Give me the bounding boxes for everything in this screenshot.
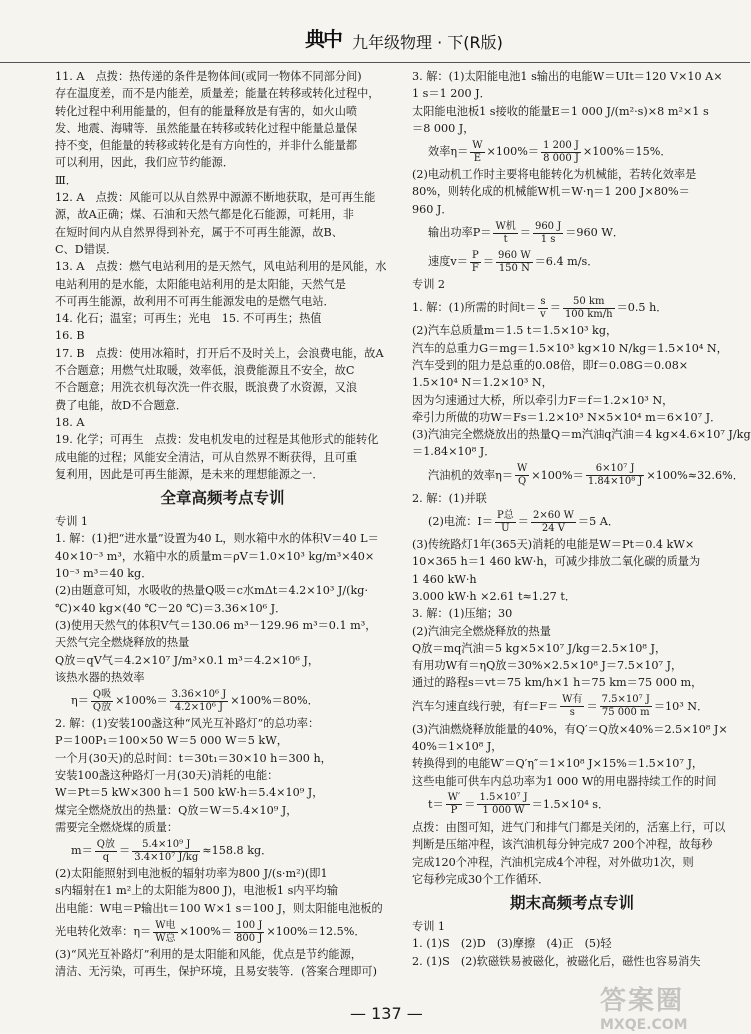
text-line: 存在温度差，而不是内能差，质量差；能量在转移或转化过程中， — [55, 87, 380, 101]
fraction-numerator: P总 — [497, 509, 514, 521]
text-line: (3)汽油燃烧释放能量的40%，有Q′＝Q放×40%＝2.5×10⁸ J× — [412, 722, 728, 736]
formula-r3-time — [412, 790, 732, 819]
text-line: 10⁻³ m³＝40 kg． — [55, 567, 153, 581]
fraction-denominator: 75 000 m — [601, 707, 650, 719]
text-line: s内辐射在1 m²上的太阳能为800 J)，电池板1 s内平均输 — [55, 884, 339, 898]
formula-q3-speed — [412, 247, 732, 276]
text-line: ＝8 000 J， — [412, 121, 475, 135]
text-line: (3)传统路灯1年(365天)消耗的电能是W＝Pt＝0.4 kW× — [412, 538, 695, 552]
fraction-symbolic — [538, 296, 548, 321]
fraction-numeric — [533, 221, 563, 246]
text-line: 不可再生能源，故利用不可再生能源发电的是燃气电站． — [55, 294, 335, 308]
text-line: 太阳能电池板1 s接收的能量E＝1 000 J/(m²·s)×8 m²×1 s — [412, 104, 709, 118]
text-line: 12. A 点拨：风能可以从自然界中源源不断地获取，是可再生能 — [55, 191, 376, 205]
text-line: (2)汽油完全燃烧释放的热量 — [412, 624, 551, 638]
text-line: 复利用，因此是可再生能源，是未来的理想能源之一． — [55, 467, 324, 481]
fraction-denominator: t — [503, 233, 508, 245]
watermark-logo — [600, 980, 740, 1033]
text-line: 1. (1)S (2)D (3)摩擦 (4)正 (5)轻 — [412, 937, 612, 951]
text-line: 转化过程中利用能量的，但有的能量释放是有害的，如火山喷 — [55, 104, 358, 118]
left-column — [55, 68, 390, 981]
formula-mid: ＝ — [464, 797, 476, 811]
text-line: 19. 化学；可再生 点拨：发电机发电的过程是其他形式的能转化 — [55, 433, 379, 447]
formula-q2-efficiency — [55, 917, 390, 946]
text-line: 有用功W有＝ηQ放＝30%×2.5×10⁸ J＝7.5×10⁷ J， — [412, 659, 683, 673]
formula-rhs: ×100%＝12.5%． — [266, 925, 366, 939]
text-line: 1.5×10⁴ N＝1.2×10³ N， — [412, 376, 553, 390]
formula-mid: ＝ — [517, 515, 529, 529]
question-2-block-c — [55, 946, 390, 981]
fraction-numeric — [234, 920, 264, 945]
fraction-numeric — [600, 694, 652, 719]
fraction-denominator: 1 000 W — [482, 805, 525, 817]
formula-rhs: ＝1.5×10⁴ s． — [531, 797, 610, 811]
text-line: 18. A — [55, 415, 85, 429]
fraction-numerator: 960 J — [534, 220, 562, 232]
r3-block-c — [412, 819, 732, 888]
fraction-numerator: 2×60 W — [532, 509, 574, 521]
text-line: 点拨：由图可知，进气门和排气门都是关闭的，活塞上行，可以 — [412, 820, 726, 834]
fraction-denominator: 4.2×10⁶ J — [174, 701, 224, 713]
text-line: 40%＝1×10⁸ J， — [412, 740, 503, 754]
text-line: 判断是压缩冲程，该汽油机每分钟完成7 200个冲程，故每秒 — [412, 838, 713, 852]
text-line: 1 s＝1 200 J． — [412, 87, 491, 101]
text-line: 不合题意；用洗衣机每次洗一件衣服，既浪费了水资源，又浪 — [55, 381, 358, 395]
fraction-numerator: 50 km — [563, 296, 615, 309]
text-line: (2)汽车总质量m＝1.5 t＝1.5×10³ kg， — [412, 324, 618, 338]
text-line: 发、地震、海啸等．虽然能量在转移或转化过程中能量总量保 — [55, 121, 358, 135]
text-line: C、D错误． — [55, 242, 118, 256]
formula-lhs: 光电转化效率：η＝ — [55, 925, 152, 939]
fraction-numerator: W — [517, 463, 528, 475]
formula-rhs: ×100%＝80%． — [230, 694, 319, 708]
fraction-denominator: 8 000 J — [543, 152, 579, 164]
formula-rhs: ＝5 A． — [577, 515, 620, 529]
text-line: 10×365 h＝1 460 kW·h，可减少排放二氧化碳的质量为 — [412, 555, 701, 569]
fraction-numerator: 5.4×10⁹ J — [132, 839, 200, 852]
text-line: (2)由题意可知，水吸收的热量Q吸＝c水mΔt＝4.2×10³ J/(kg· — [55, 584, 369, 598]
text-line: 17. B 点拨：使用冰箱时，打开后不及时关上，会浪费电能，故A — [55, 346, 384, 360]
text-line: P＝100P₁＝100×50 W＝5 000 W＝5 kW， — [55, 734, 288, 748]
text-line: 13. A 点拨：燃气电站利用的是天然气，风电站利用的是风能，水 — [55, 260, 387, 274]
fraction-denominator: 100 km/h — [564, 308, 613, 320]
formula-rhs: ＝960 W． — [565, 226, 625, 240]
fraction-numerator: W — [472, 139, 483, 151]
r2-head: 2. 解：(1)并联 — [412, 491, 487, 505]
text-line: (3)汽油完全燃烧放出的热量Q＝m汽油q汽油＝4 kg×4.6×10⁷ J/kg — [412, 428, 751, 442]
final-answers-block — [412, 935, 732, 970]
subsection-label-2: 专训 2 — [412, 278, 446, 292]
text-line: (2)太阳能照射到电池板的辐射功率为800 J/(s·m²)(即1 — [55, 867, 328, 881]
formula-lhs: η＝ — [71, 694, 89, 708]
fraction-numerator: Q放 — [96, 838, 115, 850]
formula-lhs: (2)电流：I＝ — [428, 515, 494, 529]
formula-mid: ×100%＝ — [486, 145, 540, 159]
formula-mid: ＝ — [119, 844, 131, 858]
formula-lhs: 汽油机的效率η＝ — [428, 468, 514, 482]
formula-lhs: 速度v＝ — [428, 255, 468, 269]
text-line: 14. 化石；温室；可再生；光电 15. 不可再生；热值 — [55, 312, 322, 326]
fraction-denominator: P — [450, 805, 458, 817]
section-title-final: 期末高频考点专训 — [509, 894, 634, 913]
subsection-label: 专训 1 — [55, 515, 89, 529]
formula-mid: ＝ — [519, 226, 531, 240]
formula-lhs: t＝ — [428, 797, 444, 811]
fraction-symbolic — [153, 920, 177, 945]
r1-block — [412, 322, 751, 460]
text-line: Ⅲ． — [55, 173, 77, 187]
fraction-numeric — [477, 792, 529, 817]
text-line: 煤完全燃烧放出的热量：Q放＝W＝5.4×10⁹ J， — [55, 803, 298, 817]
section-title-chapter: 全章高频考点专训 — [160, 489, 285, 508]
fraction-numerator: W有 — [562, 694, 583, 706]
question-2-block-b — [55, 865, 390, 917]
text-line: 转换得到的电能W′＝Q′η″＝1×10⁸ J×15%＝1.5×10⁷ J， — [412, 757, 704, 771]
fraction-denominator: F — [471, 262, 479, 274]
formula-lhs: 汽车匀速直线行驶，有f＝F＝ — [412, 699, 559, 713]
fraction-numerator: W电 — [155, 919, 176, 931]
fraction-numeric — [496, 250, 533, 275]
text-line: 3. 解：(1)压缩；30 — [412, 607, 513, 621]
formula-r1-time — [412, 293, 732, 322]
text-line: 汽车的总重力G＝mg＝1.5×10³ kg×10 N/kg＝1.5×10⁴ N， — [412, 341, 728, 355]
formula-mid: ×100%＝ — [115, 694, 168, 708]
formula-r3-force — [412, 692, 732, 721]
question-3-block — [412, 68, 732, 137]
text-line: 3.000 kW·h ×2.61 t≈1.27 t． — [412, 589, 577, 603]
fraction-symbolic — [91, 689, 113, 714]
formula-mid: ×100%＝ — [531, 468, 584, 482]
fraction-numeric — [170, 689, 229, 714]
formula-q2-mass — [55, 836, 390, 865]
text-line: 完成120个冲程，汽油机完成4个冲程，对外做功1次，则 — [412, 855, 694, 869]
text-line: 2. (1)S (2)软磁铁易被磁化，被磁化后，磁性也容易消失 — [412, 954, 701, 968]
fraction-numeric — [586, 463, 645, 488]
text-line: 因为匀速通过大桥，所以牵引力F＝f＝1.2×10³ N， — [412, 393, 674, 407]
text-line: (3)使用天然气的体积V气＝130.06 m³－129.96 m³＝0.1 m³， — [55, 618, 377, 632]
formula-r2-current — [412, 507, 732, 536]
text-line: 80%，则转化成的机械能W机＝W·η＝1 200 J×80%＝ — [412, 185, 690, 199]
text-line: 这些电能可供车内总功率为1 000 W的用电器持续工作的时间 — [412, 774, 717, 788]
fraction-denominator: q — [102, 851, 110, 863]
text-line: 11. A 点拨：热传递的条件是物体间(或同一物体不同部分间) — [55, 70, 362, 83]
fraction-denominator: W总 — [155, 932, 176, 944]
formula-q3-power — [412, 218, 732, 247]
formula-rhs: ×100%＝15%． — [582, 145, 672, 159]
text-line: 3. 解：(1)太阳能电池1 s输出的电能W＝UIt＝120 V×10 A× — [412, 70, 723, 83]
text-line: 不合题意；用燃气灶取暖，效率低，浪费能源且不安全，故C — [55, 364, 355, 378]
fraction-denominator: v — [540, 308, 546, 320]
text-line: 需要完全燃烧煤的质量： — [55, 820, 179, 834]
text-line: 2. 解：(1)安装100盏这种“风光互补路灯”的总功率： — [55, 717, 320, 731]
text-line: ℃)×40 kg×(40 ℃－20 ℃)＝3.36×10⁶ J． — [55, 601, 287, 615]
formula-q1-efficiency — [55, 686, 390, 715]
fraction-numerator: 7.5×10⁷ J — [601, 694, 650, 706]
fraction-symbolic — [560, 694, 584, 719]
formula-mid: ＝ — [482, 255, 495, 269]
fraction-symbolic — [515, 463, 529, 488]
watermark-url: MXQE.COM — [600, 1017, 688, 1033]
fraction-denominator: s — [569, 707, 575, 719]
left-answer-block — [55, 68, 390, 483]
watermark-text: 答案圈 — [600, 986, 685, 1016]
formula-q3-efficiency — [412, 137, 732, 166]
fraction-numerator: 1 200 J — [543, 139, 579, 151]
book-title: 九年级物理 · 下(R版) — [352, 33, 503, 52]
fraction-symbolic — [446, 792, 463, 817]
text-line: W＝Pt＝5 kW×300 h＝1 500 kW·h＝5.4×10⁹ J， — [55, 786, 324, 800]
fraction-denominator: Q — [518, 476, 527, 488]
fraction-denominator: Q放 — [92, 701, 112, 713]
fraction-symbolic — [495, 510, 516, 535]
fraction-numeric — [531, 510, 576, 535]
text-line: 天然气完全燃烧释放的热量 — [55, 636, 190, 650]
text-line: 它每秒完成30个工作循环． — [412, 872, 550, 886]
formula-lhs: 输出功率P＝ — [428, 226, 492, 240]
text-line: (3)“风光互补路灯”利用的是太阳能和风能，优点是节约能源， — [55, 948, 362, 962]
fraction-symbolic — [470, 140, 484, 165]
text-line: 成电能的过程；风能安全清洁，可从自然界不断获得，且可重 — [55, 450, 358, 464]
text-line: (2)电动机工作时主要将电能转化为机械能，若转化效率是 — [412, 168, 697, 182]
subsection-label-3: 专训 1 — [412, 920, 446, 934]
r3-block — [412, 605, 732, 691]
formula-rhs: ＝6.4 m/s． — [534, 255, 599, 269]
text-line: 该热水器的热效率 — [55, 670, 145, 684]
page-header — [0, 0, 750, 63]
right-column — [412, 68, 751, 970]
fraction-denominator: U — [501, 522, 510, 534]
text-line: 汽车受到的阻力是总重的0.08倍，即f＝0.08G＝0.08× — [412, 358, 689, 372]
formula-mid: ×100%＝ — [179, 925, 233, 939]
fraction-numerator: W机 — [495, 220, 516, 232]
text-line: 1 460 kW·h — [412, 572, 477, 586]
fraction-numeric — [541, 140, 581, 165]
publisher-logo: 典中 — [305, 26, 341, 51]
formula-lhs: 1. 解：(1)所需的时间t＝ — [412, 301, 537, 315]
formula-r1-efficiency — [412, 461, 744, 490]
question-1-block — [55, 530, 390, 686]
question-3-block-b — [412, 166, 732, 218]
fraction-numerator: 1.5×10⁷ J — [479, 792, 528, 804]
page-number: — 137 — — [350, 1004, 423, 1023]
text-line: 一个月(30天)的总时间：t＝30t₁＝30×10 h＝300 h， — [55, 751, 332, 765]
text-line: 源，故A正确；煤、石油和天然气都是化石能源，可耗用，非 — [55, 208, 354, 222]
fraction-numerator: Q吸 — [92, 688, 112, 700]
fraction-numerator: 960 W — [498, 249, 531, 261]
text-line: Q放＝mq汽油＝5 kg×5×10⁷ J/kg＝2.5×10⁸ J， — [412, 641, 667, 655]
formula-lhs: m＝ — [71, 844, 93, 858]
fraction-denominator: 24 V — [541, 522, 565, 534]
question-2-block — [55, 715, 390, 836]
fraction-denominator: 150 N — [498, 262, 530, 274]
text-line: 40×10⁻³ m³，水箱中水的质量m＝ρV＝1.0×10³ kg/m³×40× — [55, 549, 375, 563]
text-line: Q放＝qV气＝4.2×10⁷ J/m³×0.1 m³＝4.2×10⁶ J， — [55, 653, 320, 667]
formula-rhs: ＝10³ N． — [653, 699, 709, 713]
r3-block-b — [412, 721, 732, 790]
text-line: 在短时间内从自然界得到补充，属于不可再生能源，故B、 — [55, 225, 343, 239]
text-line: 1. 解：(1)把“进水量”设置为40 L，则水箱中水的体积V＝40 L＝ — [55, 532, 379, 546]
text-line: 960 J． — [412, 202, 453, 216]
text-line: 可以利用，因此，我们应节约能源． — [55, 156, 235, 170]
fraction-denominator: 800 J — [236, 932, 263, 944]
text-line: 安装100盏这种路灯一月(30天)消耗的电能： — [55, 768, 279, 782]
fraction-denominator: 3.4×10⁷ J/kg — [134, 851, 199, 863]
text-line: 通过的路程s＝vt＝75 km/h×1 h＝75 km＝75 000 m， — [412, 676, 703, 690]
fraction-numeric — [563, 296, 615, 321]
fraction-numerator: 100 J — [236, 919, 263, 931]
fraction-symbolic — [470, 250, 481, 275]
fraction-numerator: 6×10⁷ J — [586, 463, 645, 476]
fraction-denominator: 1 s — [540, 233, 556, 245]
formula-lhs: 效率η＝ — [428, 145, 469, 159]
text-line: 电站利用的是水能，太阳能电站利用的是太阳能，天然气是 — [55, 277, 346, 291]
formula-mid: ＝ — [549, 301, 561, 315]
text-line: 16. B — [55, 329, 85, 343]
r2-block — [412, 536, 732, 605]
fraction-symbolic — [493, 221, 517, 246]
formula-rhs: ＝0.5 h． — [616, 301, 668, 315]
fraction-symbolic — [95, 839, 117, 864]
text-line: 清洁、无污染，可再生，保护环境，且易安装等．(答案合理即可) — [55, 965, 377, 979]
fraction-numeric — [132, 839, 200, 864]
formula-rhs: ×100%≈32.6%． — [646, 468, 744, 482]
fraction-numerator: P — [470, 250, 481, 263]
fraction-numerator: W′ — [447, 792, 461, 804]
formula-mid: ＝ — [586, 699, 598, 713]
fraction-denominator: 1.84×10⁸ J — [587, 476, 643, 488]
text-line: 出电能：W电＝P输出t＝100 W×1 s＝100 J，则太阳能电池板的 — [55, 901, 383, 915]
fraction-denominator: E — [473, 152, 482, 164]
text-line: 牵引力所做的功W＝Fs＝1.2×10³ N×5×10⁴ m＝6×10⁷ J． — [412, 410, 722, 424]
text-line: ＝1.84×10⁸ J． — [412, 445, 496, 459]
fraction-numerator: s — [538, 296, 548, 309]
fraction-numerator: 3.36×10⁶ J — [171, 688, 227, 700]
text-line: 持不变，但能量的转移或转化是有方向性的，并非什么能量都 — [55, 139, 358, 153]
text-line: 费了电能，故D不合题意． — [55, 398, 188, 412]
formula-rhs: ≈158.8 kg． — [202, 844, 273, 858]
